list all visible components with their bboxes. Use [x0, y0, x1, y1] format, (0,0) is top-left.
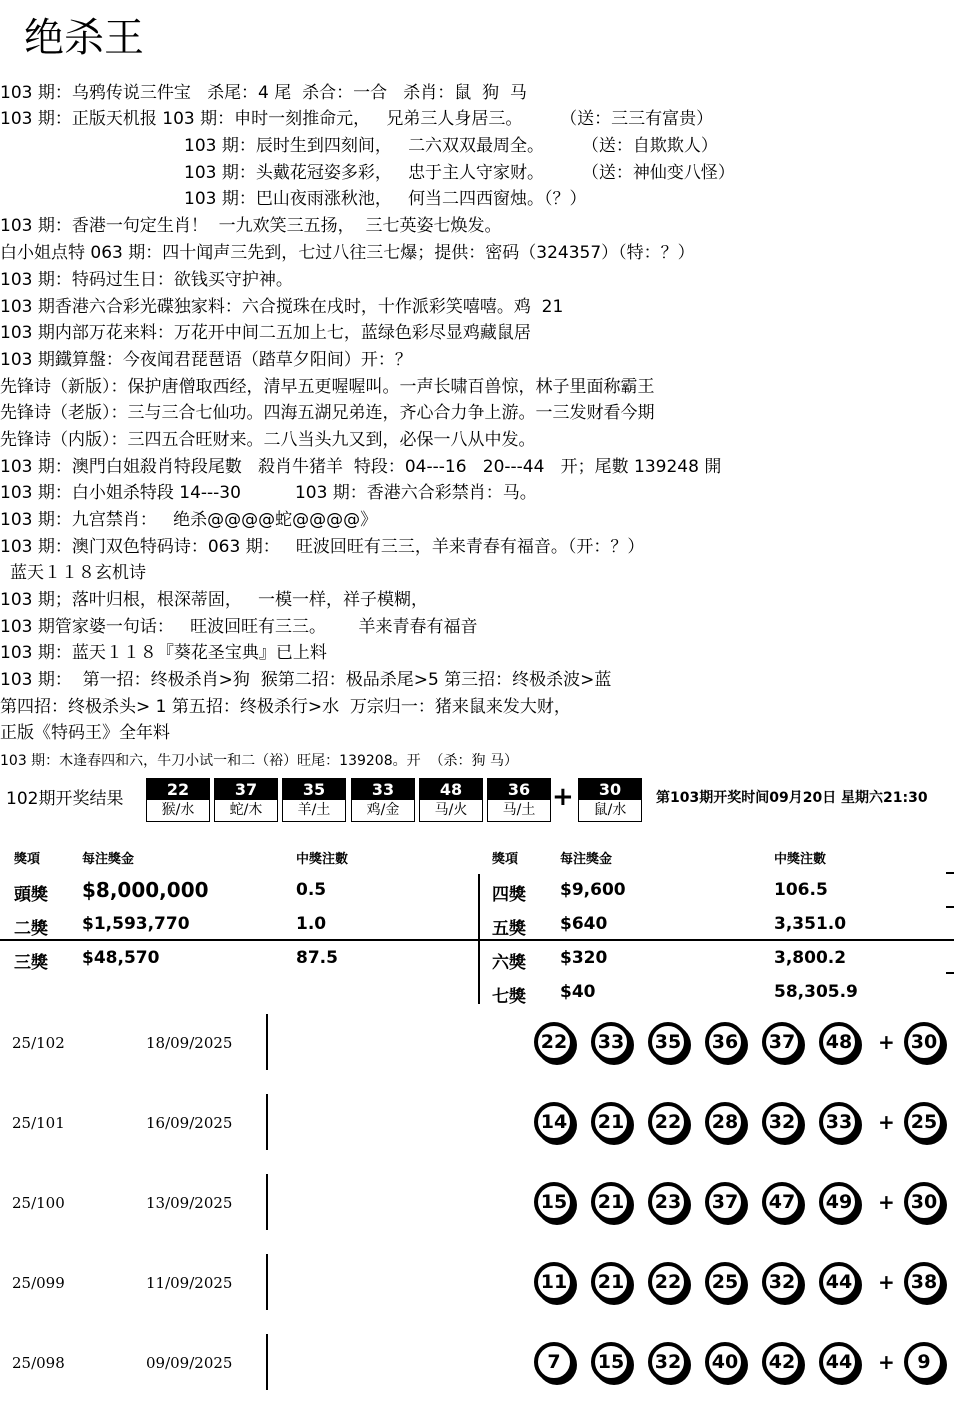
text-line: 103 期；落叶归根，根深蒂固， 一模一样，祥子模糊，: [0, 590, 429, 610]
history-ball: 42: [762, 1342, 802, 1382]
prize-amount: $9,600: [560, 880, 626, 900]
history-ball: 49: [819, 1182, 859, 1222]
history-ball: 44: [819, 1342, 859, 1382]
result-ball: [419, 778, 483, 822]
history-ball: 48: [819, 1022, 859, 1062]
ball-number: 22: [147, 779, 209, 800]
header-winners: 中獎注數: [296, 852, 349, 867]
history-separator: [266, 1014, 268, 1070]
ball-zodiac: 鼠/水: [593, 802, 627, 818]
table-divider-horizontal: [0, 939, 954, 941]
history-ball: 23: [648, 1182, 688, 1222]
result-ball: [351, 778, 415, 822]
text-line: 103 期鐵算盤：今夜闻君琵琶语（踏草夕阳间）开：？: [0, 350, 412, 370]
history-ball: 21: [591, 1102, 631, 1142]
history-ball: 22: [648, 1102, 688, 1142]
history-special-ball: 25: [904, 1102, 944, 1142]
prize-table: [0, 842, 954, 1006]
prize-winners: 87.5: [296, 948, 338, 968]
text-line: 103 期：辰时生到四刻间， 二六双双最周全。 （送：自欺欺人）: [184, 136, 718, 156]
text-line: 先锋诗（新版）：保护唐僧取西经，清早五更喔喔叫。一声长啸百兽惊，林子里面称霸王: [0, 377, 655, 397]
prize-name: 二獎: [14, 919, 48, 939]
prize-amount: $1,593,770: [82, 914, 190, 934]
table-tick: [946, 872, 954, 874]
history-ball: 35: [648, 1022, 688, 1062]
history-special-ball: 30: [904, 1182, 944, 1222]
result-ball: [214, 778, 278, 822]
text-line: 103 期：白小姐杀特段 14---30 103 期：香港六合彩禁肖：马。: [0, 483, 537, 503]
prize-name: 七獎: [492, 987, 526, 1007]
table-tick: [946, 906, 954, 908]
ball-zodiac: 马/土: [502, 802, 536, 818]
history-row: [0, 1168, 954, 1248]
header-amount: 每注獎金: [82, 852, 135, 867]
text-line: 103 期：头戴花冠姿多彩， 忠于主人守家财。 （送：神仙变八怪）: [184, 163, 735, 183]
history-ball: 22: [648, 1262, 688, 1302]
history-separator: [266, 1174, 268, 1230]
prize-amount: $640: [560, 914, 608, 934]
text-line: 蓝天１１８玄机诗: [10, 563, 146, 583]
text-line: 103 期管家婆一句话： 旺波回旺有三三。 羊来青春有福音: [0, 617, 478, 637]
history-ball: 14: [534, 1102, 574, 1142]
prize-winners: 0.5: [296, 880, 327, 900]
result-ball: [487, 778, 551, 822]
history-row: [0, 1008, 954, 1088]
prize-winners: 3,800.2: [774, 948, 847, 968]
text-line: 103 期香港六合彩光碟独家料：六合搅珠在戌时，十作派彩笑嘻嘻。鸡 21: [0, 297, 564, 317]
prize-amount: $48,570: [82, 948, 160, 968]
prize-amount: $40: [560, 982, 596, 1002]
history-row: [0, 1248, 954, 1328]
history-ball: 28: [705, 1102, 745, 1142]
text-line: 103 期内部万花来料：万花开中间二五加上七，蓝绿色彩尽显鸡藏鼠居: [0, 323, 531, 343]
next-draw-time: 第103期开奖时间09月20日 星期六21:30: [656, 790, 928, 806]
history-period: 25/100: [12, 1194, 65, 1212]
ball-zodiac: 鸡/金: [366, 802, 400, 818]
text-line: 103 期：蓝天１１８『葵花圣宝典』已上料: [0, 643, 327, 663]
history-ball: 33: [819, 1102, 859, 1142]
history-special-ball: 9: [904, 1342, 944, 1382]
history-date: 09/09/2025: [146, 1354, 233, 1372]
history-ball: 33: [591, 1022, 631, 1062]
prize-amount: $8,000,000: [82, 878, 209, 902]
prize-name: 三獎: [14, 953, 48, 973]
history-ball: 36: [705, 1022, 745, 1062]
history-ball: 11: [534, 1262, 574, 1302]
history-row: [0, 1088, 954, 1168]
ball-zodiac: 猴/水: [161, 802, 195, 818]
history-ball: 21: [591, 1182, 631, 1222]
text-line: 白小姐点特 063 期：四十闻声三先到，七过八往三七爆；提供：密码（324357）（特：？）: [0, 243, 695, 263]
ball-number: 37: [215, 779, 277, 800]
history-ball: 32: [762, 1262, 802, 1302]
result-ball: [146, 778, 210, 822]
plus-sign: +: [552, 782, 574, 812]
history-ball: 22: [534, 1022, 574, 1062]
text-line: 先锋诗（内版）：三四五合旺财来。二八当头九又到，必保一八从中发。: [0, 430, 536, 450]
plus-sign: +: [878, 1030, 895, 1054]
prize-name: 六獎: [492, 953, 526, 973]
header-winners: 中獎注數: [774, 852, 827, 867]
history-period: 25/101: [12, 1114, 65, 1132]
history-ball: 40: [705, 1342, 745, 1382]
history-ball: 37: [705, 1182, 745, 1222]
history-ball: 15: [534, 1182, 574, 1222]
prize-winners: 3,351.0: [774, 914, 847, 934]
history-special-ball: 30: [904, 1022, 944, 1062]
results-label: 102期开奖结果: [6, 789, 124, 809]
prize-amount: $320: [560, 948, 608, 968]
ball-number: 35: [283, 779, 345, 800]
text-line: 103 期：香港一句定生肖！ 一九欢笑三五扬， 三七英姿七焕发。: [0, 216, 502, 236]
history-separator: [266, 1254, 268, 1310]
text-line: 103 期： 第一招：终极杀肖>狗 猴第二招：极品杀尾>5 第三招：终极杀波>蓝: [0, 670, 612, 690]
text-line: 正版《特码王》全年料: [0, 723, 170, 743]
text-line: 103 期：木逢春四和六，牛刀小试一和二（裕）旺尾：139208。开 （杀：狗 马）: [0, 753, 518, 769]
history-period: 25/102: [12, 1034, 65, 1052]
history-special-ball: 38: [904, 1262, 944, 1302]
header-item: 獎項: [14, 852, 41, 867]
history-separator: [266, 1094, 268, 1150]
draw-history: [0, 1008, 954, 1388]
ball-zodiac: 马/火: [434, 802, 468, 818]
history-separator: [266, 1334, 268, 1390]
history-date: 18/09/2025: [146, 1034, 233, 1052]
prize-name: 頭獎: [14, 885, 48, 905]
plus-sign: +: [878, 1190, 895, 1214]
history-date: 16/09/2025: [146, 1114, 233, 1132]
ball-zodiac: 羊/土: [297, 802, 331, 818]
plus-sign: +: [878, 1270, 895, 1294]
plus-sign: +: [878, 1110, 895, 1134]
history-ball: 32: [762, 1102, 802, 1142]
history-ball: 37: [762, 1022, 802, 1062]
history-date: 13/09/2025: [146, 1194, 233, 1212]
prize-name: 四獎: [492, 885, 526, 905]
text-line: 103 期：特码过生日：欲钱买守护神。: [0, 270, 293, 290]
special-ball: [578, 778, 642, 822]
text-line: 103 期：乌鸦传说三件宝 杀尾：4 尾 杀合：一合 杀肖：鼠 狗 马: [0, 83, 527, 103]
history-ball: 32: [648, 1342, 688, 1382]
page-title: 绝杀王: [24, 15, 144, 61]
history-ball: 25: [705, 1262, 745, 1302]
prize-name: 五獎: [492, 919, 526, 939]
result-ball: [282, 778, 346, 822]
text-line: 第四招：终极杀头> 1 第五招：终极杀行>水 万宗归一：猪来鼠来发大财，: [0, 697, 571, 717]
text-line: 103 期：澳門白姐殺肖特段尾數 殺肖牛猪羊 特段：04---16 20---44 开；尾數 139248 開: [0, 457, 722, 477]
history-ball: 7: [534, 1342, 574, 1382]
history-ball: 15: [591, 1342, 631, 1382]
prize-winners: 58,305.9: [774, 982, 858, 1002]
history-period: 25/098: [12, 1354, 65, 1372]
ball-number: 30: [579, 779, 641, 800]
ball-zodiac: 蛇/木: [229, 802, 263, 818]
history-ball: 47: [762, 1182, 802, 1222]
table-tick: [946, 972, 954, 974]
history-row: [0, 1328, 954, 1408]
text-line: 103 期：九宫禁肖： 绝杀@@@@蛇@@@@》: [0, 510, 378, 530]
text-line: 先锋诗（老版）：三与三合七仙功。四海五湖兄弟连，齐心合力争上游。一三发财看今期: [0, 403, 655, 423]
history-period: 25/099: [12, 1274, 65, 1292]
header-item: 獎項: [492, 852, 519, 867]
history-date: 11/09/2025: [146, 1274, 233, 1292]
plus-sign: +: [878, 1350, 895, 1374]
prize-winners: 1.0: [296, 914, 327, 934]
history-ball: 21: [591, 1262, 631, 1302]
prize-winners: 106.5: [774, 880, 828, 900]
ball-number: 36: [488, 779, 550, 800]
ball-number: 48: [420, 779, 482, 800]
text-line: 103 期：巴山夜雨涨秋池， 何当二四西窗烛。（？）: [184, 189, 587, 209]
text-line: 103 期：正版天机报 103 期：申时一刻推命元， 兄弟三人身居三。 （送：三三有富贵）: [0, 109, 714, 129]
ball-number: 33: [352, 779, 414, 800]
header-amount: 每注獎金: [560, 852, 613, 867]
text-line: 103 期：澳门双色特码诗：063 期： 旺波回旺有三三，羊来青春有福音。（开：？）: [0, 537, 645, 557]
last-draw-results: [0, 774, 954, 824]
history-ball: 44: [819, 1262, 859, 1302]
